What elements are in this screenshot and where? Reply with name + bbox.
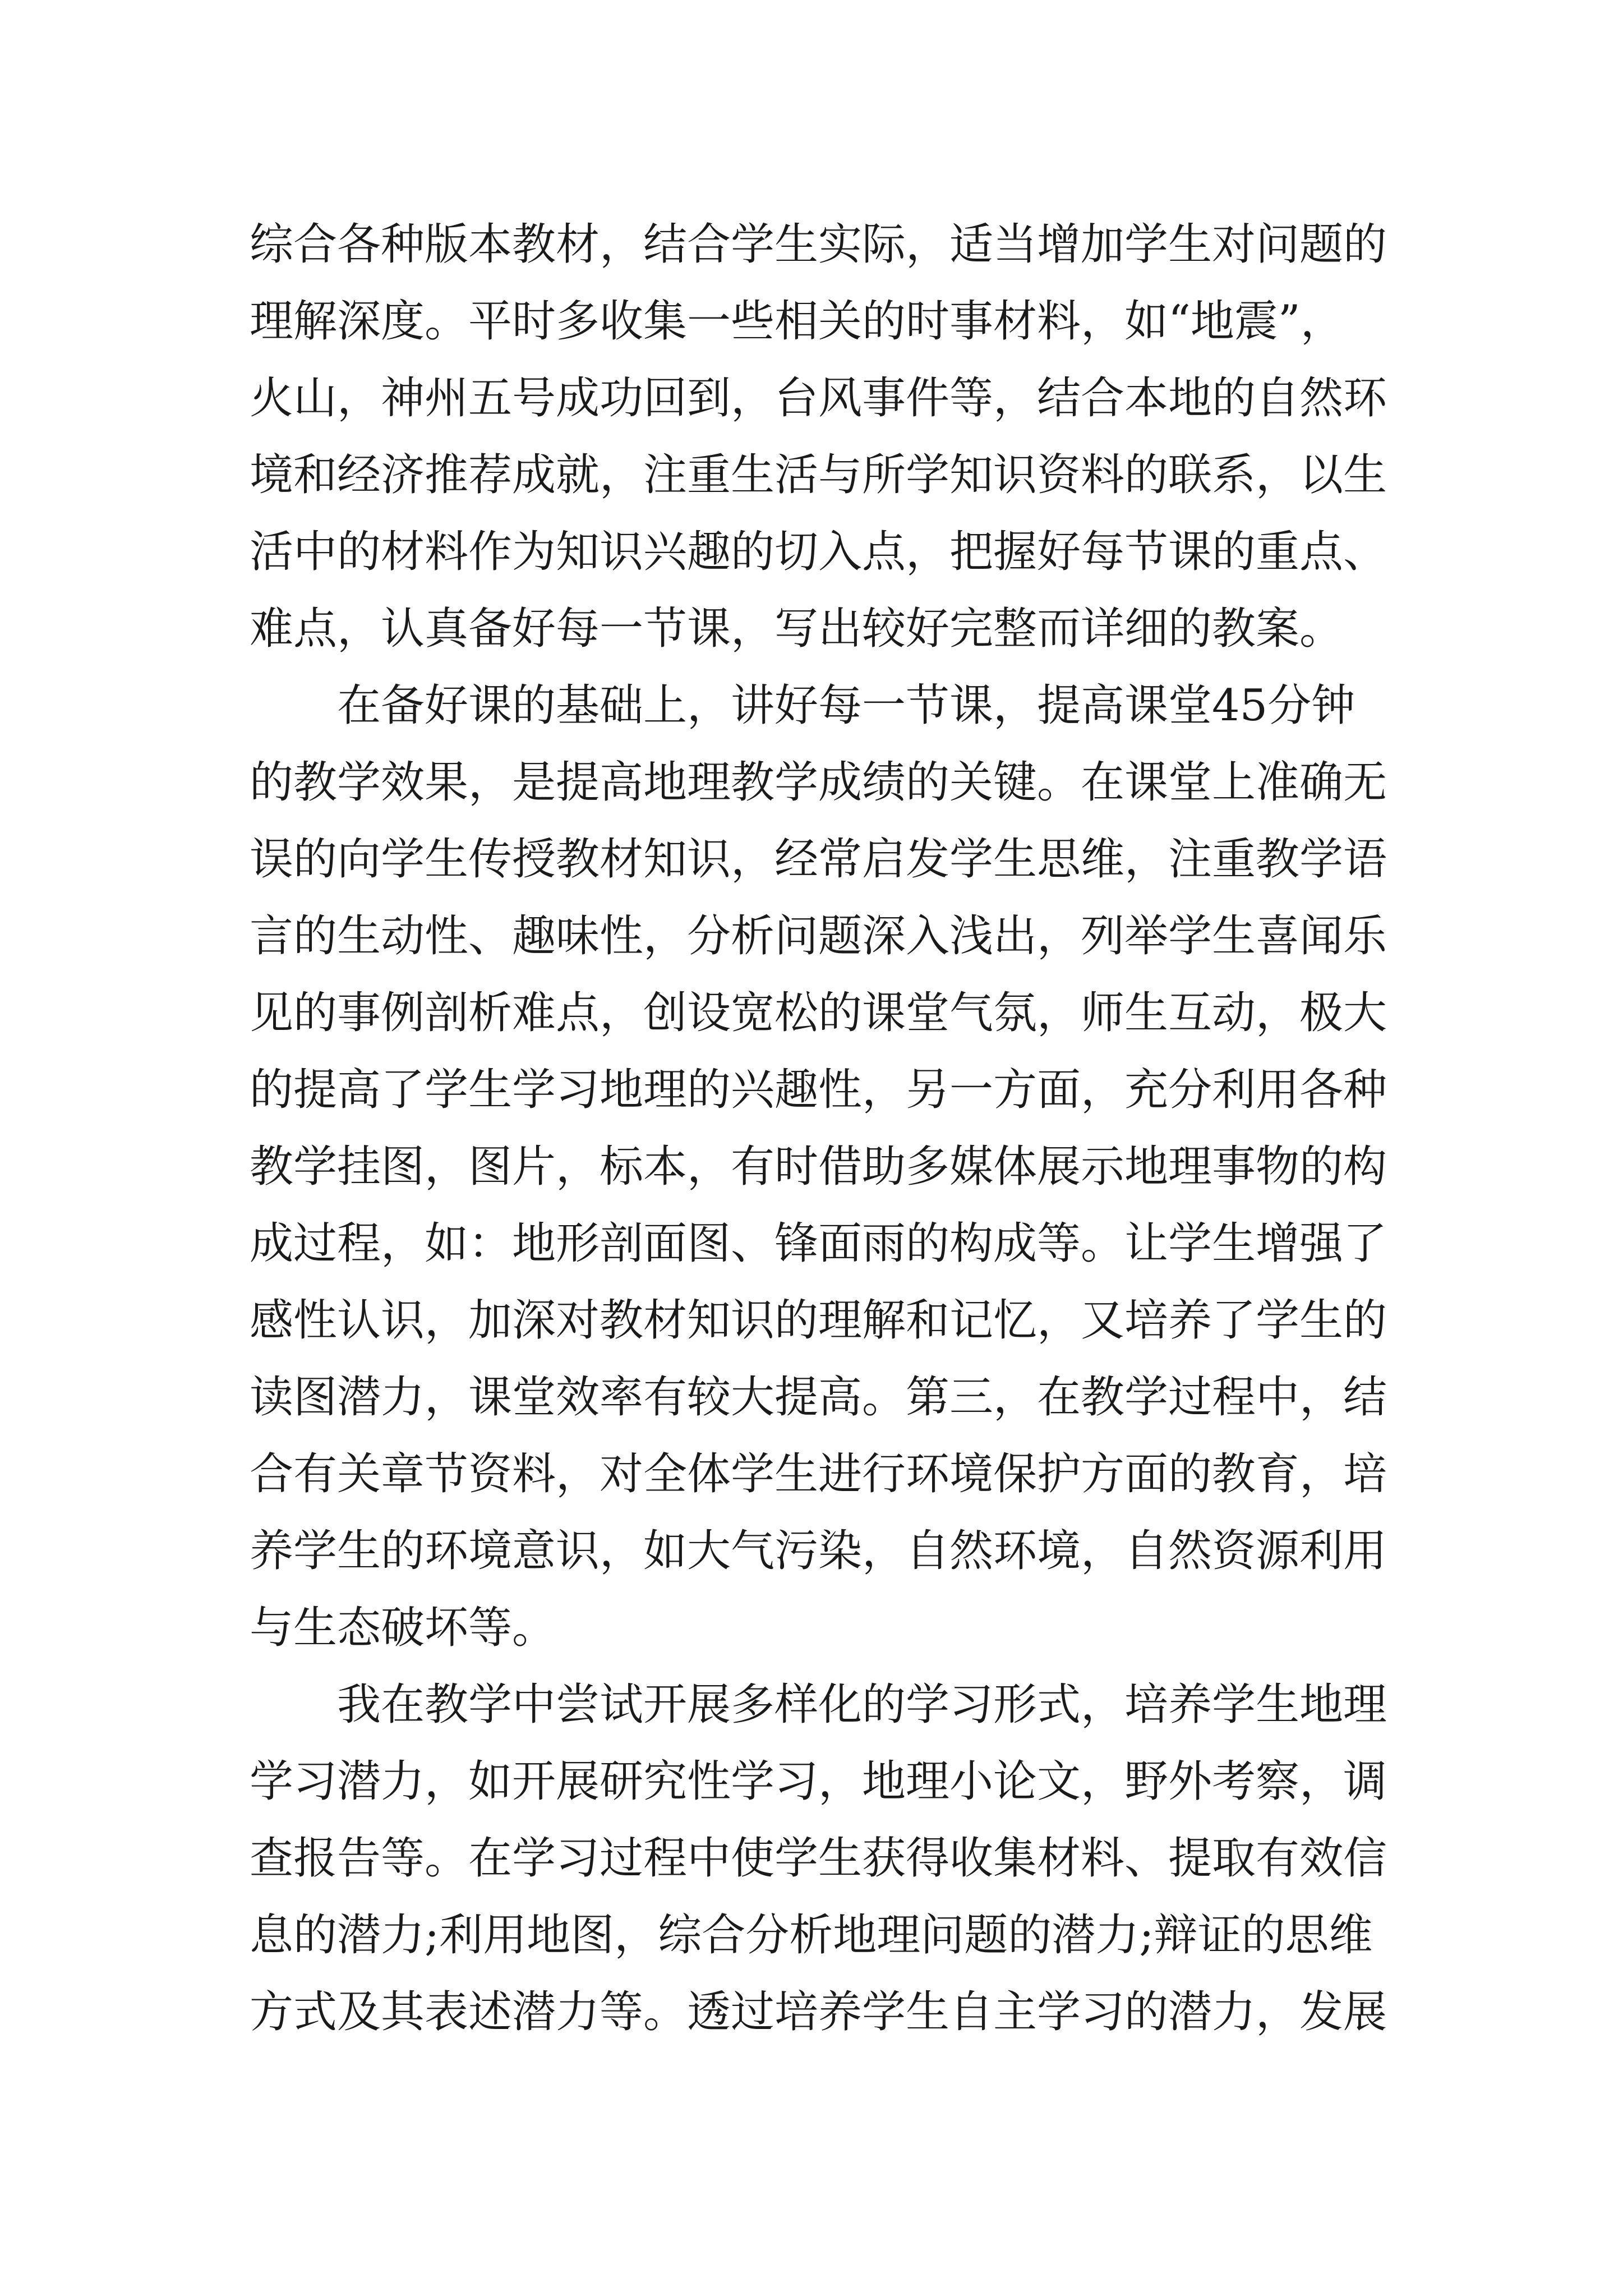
- body-text: [250, 206, 1387, 2051]
- text-line: 难点，认真备好每一节课，写出较好完整而详细的教案。: [250, 604, 1344, 654]
- text-line: 误的向学生传授教材知识，经常启发学生思维，注重教学语: [250, 834, 1387, 885]
- text-line: 息的潜力;利用地图，综合分析地理问题的潜力;辩证的思维: [250, 1910, 1373, 1961]
- text-line: 与生态破坏等。: [250, 1603, 556, 1653]
- text-line: 感性认识，加深对教材知识的理解和记忆，又培养了学生的: [250, 1295, 1387, 1346]
- text-line: 见的事例剖析难点，创设宽松的课堂气氛，师生互动，极大: [250, 988, 1387, 1038]
- paragraph-first-line: 我在教学中尝试开展多样化的学习形式，培养学生地理: [337, 1680, 1387, 1730]
- text-line: 火山，神州五号成功回到，台风事件等，结合本地的自然环: [250, 373, 1387, 424]
- text-line: 言的生动性、趣味性，分析问题深入浅出，列举学生喜闻乐: [250, 911, 1387, 961]
- paragraph-first-line: 在备好课的基础上，讲好每一节课，提高课堂45分钟: [337, 680, 1355, 731]
- text-line: 的提高了学生学习地理的兴趣性，另一方面，充分利用各种: [250, 1065, 1387, 1115]
- text-line: 活中的材料作为知识兴趣的切入点，把握好每节课的重点、: [250, 527, 1387, 577]
- text-line: 养学生的环境意识，如大气污染，自然环境，自然资源利用: [250, 1526, 1387, 1576]
- text-line: 教学挂图，图片，标本，有时借助多媒体展示地理事物的构: [250, 1142, 1387, 1192]
- text-line: 读图潜力，课堂效率有较大提高。第三，在教学过程中，结: [250, 1372, 1387, 1423]
- text-line: 成过程，如：地形剖面图、锋面雨的构成等。让学生增强了: [250, 1218, 1387, 1269]
- text-line: 合有关章节资料，对全体学生进行环境保护方面的教育，培: [250, 1449, 1387, 1499]
- text-line: 综合各种版本教材，结合学生实际，适当增加学生对问题的: [250, 219, 1387, 270]
- text-line: 学习潜力，如开展研究性学习，地理小论文，野外考察，调: [250, 1756, 1387, 1807]
- text-line: 方式及其表述潜力等。透过培养学生自主学习的潜力，发展: [250, 1987, 1387, 2037]
- text-line: 理解深度。平时多收集一些相关的时事材料，如“地震”，: [250, 296, 1344, 347]
- text-line: 查报告等。在学习过程中使学生获得收集材料、提取有效信: [250, 1833, 1387, 1884]
- text-line: 境和经济推荐成就，注重生活与所学知识资料的联系，以生: [250, 450, 1387, 500]
- text-line: 的教学效果，是提高地理教学成绩的关键。在课堂上准确无: [250, 757, 1387, 808]
